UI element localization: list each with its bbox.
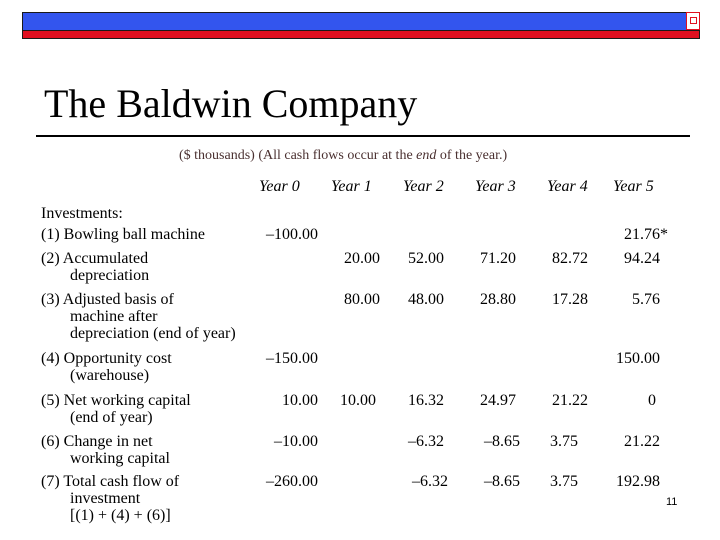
row-3-label-line-1: (3) Adjusted basis of bbox=[41, 291, 174, 308]
row-5-label-line-2: (end of year) bbox=[70, 409, 153, 426]
title-divider bbox=[36, 135, 690, 137]
row-5-year-0: 10.00 bbox=[282, 392, 318, 409]
row-5-label-line-1: (5) Net working capital bbox=[41, 392, 191, 409]
slide-subtitle bbox=[179, 148, 507, 164]
row-2-label-line-2: depreciation bbox=[70, 267, 150, 284]
row-6-year-0: –10.00 bbox=[274, 433, 318, 450]
row-6-year-3: –8.65 bbox=[484, 433, 520, 450]
page-number: 11 bbox=[666, 496, 678, 508]
year-header-2: Year 2 bbox=[403, 178, 444, 195]
row-7-year-4: 3.75 bbox=[550, 473, 578, 490]
row-7-label-line-1: (7) Total cash flow of bbox=[41, 473, 180, 490]
row-6-year-2: –6.32 bbox=[408, 433, 444, 450]
row-6-label-line-1: (6) Change in net bbox=[41, 433, 153, 450]
row-2-label-line-1: (2) Accumulated bbox=[41, 250, 149, 267]
year-header-4: Year 4 bbox=[547, 178, 588, 195]
row-2-year-3: 71.20 bbox=[480, 250, 516, 267]
row-5-year-1: 10.00 bbox=[340, 392, 376, 409]
row-7-year-3: –8.65 bbox=[484, 473, 520, 490]
row-3-year-1: 80.00 bbox=[344, 291, 380, 308]
row-1-year-0: –100.00 bbox=[266, 226, 318, 243]
subtitle-post: of the year.) bbox=[436, 148, 508, 163]
row-5-year-3: 24.97 bbox=[480, 392, 516, 409]
slide-title: The Baldwin Company bbox=[44, 81, 418, 126]
row-4-year-5: 150.00 bbox=[616, 350, 660, 367]
row-1-year-5: 21.76* bbox=[624, 226, 668, 243]
row-3-year-5: 5.76 bbox=[632, 291, 660, 308]
row-2-year-1: 20.00 bbox=[344, 250, 380, 267]
row-2-year-2: 52.00 bbox=[408, 250, 444, 267]
year-header-3: Year 3 bbox=[475, 178, 516, 195]
row-7-year-2: –6.32 bbox=[412, 473, 448, 490]
row-3-label-line-3: depreciation (end of year) bbox=[70, 325, 236, 342]
section-label-investments: Investments: bbox=[41, 205, 123, 222]
row-1-label-line-1: (1) Bowling ball machine bbox=[41, 226, 205, 243]
subtitle-pre: ($ thousands) (All cash flows occur at the bbox=[179, 148, 417, 163]
row-4-label-line-1: (4) Opportunity cost bbox=[41, 350, 172, 367]
row-3-year-2: 48.00 bbox=[408, 291, 444, 308]
row-6-year-4: 3.75 bbox=[550, 433, 578, 450]
row-2-year-4: 82.72 bbox=[552, 250, 588, 267]
row-4-year-0: –150.00 bbox=[266, 350, 318, 367]
row-2-year-5: 94.24 bbox=[624, 250, 660, 267]
corner-square-small bbox=[690, 17, 697, 24]
subtitle-emphasis: end bbox=[416, 148, 437, 163]
row-6-year-5: 21.22 bbox=[624, 433, 660, 450]
year-header-0: Year 0 bbox=[259, 178, 300, 195]
row-6-label-line-2: working capital bbox=[70, 450, 170, 467]
row-7-year-5: 192.98 bbox=[616, 473, 660, 490]
header-bar-red bbox=[22, 30, 700, 39]
row-7-label-line-2: investment bbox=[70, 490, 141, 507]
row-3-year-4: 17.28 bbox=[552, 291, 588, 308]
row-7-year-0: –260.00 bbox=[266, 473, 318, 490]
row-3-label-line-2: machine after bbox=[70, 308, 158, 325]
row-5-year-2: 16.32 bbox=[408, 392, 444, 409]
row-5-year-4: 21.22 bbox=[552, 392, 588, 409]
row-5-year-5: 0 bbox=[648, 392, 656, 409]
year-header-1: Year 1 bbox=[331, 178, 372, 195]
row-4-label-line-2: (warehouse) bbox=[70, 367, 150, 384]
row-3-year-3: 28.80 bbox=[480, 291, 516, 308]
year-header-5: Year 5 bbox=[613, 178, 654, 195]
row-7-label-line-3: [(1) + (4) + (6)] bbox=[70, 507, 171, 524]
header-bar-blue bbox=[22, 12, 700, 32]
